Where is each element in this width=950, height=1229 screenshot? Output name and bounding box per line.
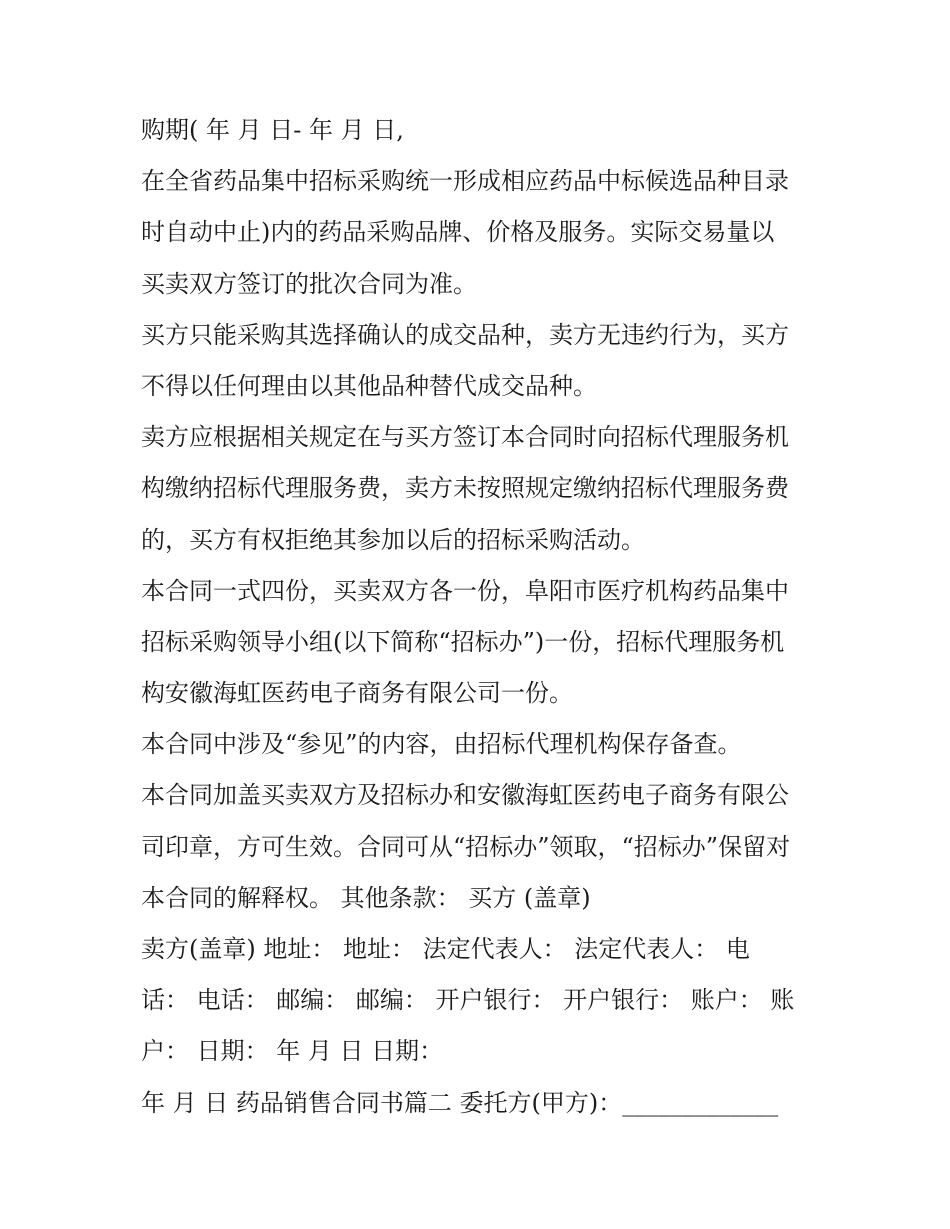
text-line: 的，买方有权拒绝其参加以后的招标采购活动。 (141, 525, 645, 554)
text-line: 时自动中止)内的药品采购品牌、价格及服务。实际交易量以 (141, 218, 775, 247)
text-line: 本合同的解释权。 其他条款： 买方 (盖章) (141, 883, 591, 912)
text-line: 构安徽海虹医药电子商务有限公司一份。 (141, 679, 573, 708)
text-line: 卖方应根据相关规定在与买方签订本合同时向招标代理服务机 (141, 423, 789, 452)
text-line: 买卖双方签订的批次合同为准。 (141, 269, 477, 298)
text-line: 买方只能采购其选择确认的成交品种，卖方无违约行为，买方 (141, 320, 789, 349)
text-line: 招标采购领导小组(以下简称“招标办”)一份，招标代理服务机 (141, 627, 785, 656)
text-line: 年 月 日 药品销售合同书篇二 委托方(甲方)：_____________ (141, 1088, 779, 1117)
text-line: 购期( 年 月 日- 年 月 日, (141, 116, 404, 144)
text-line: 本合同加盖买卖双方及招标办和安徽海虹医药电子商务有限公 (141, 781, 789, 810)
document-body (141, 105, 821, 1129)
text-line: 话： 电话： 邮编： 邮编： 开户银行： 开户银行： 账户： 账 (141, 986, 795, 1015)
text-line: 卖方(盖章) 地址： 地址： 法定代表人： 法定代表人： 电 (141, 935, 750, 963)
text-line: 户： 日期： 年 月 日 日期： (141, 1037, 444, 1066)
text-line: 司印章，方可生效。合同可从“招标办”领取，“招标办”保留对 (141, 832, 791, 861)
text-line: 在全省药品集中招标采购统一形成相应药品中标候选品种目录 (141, 167, 789, 196)
text-line: 本合同中涉及“参见”的内容，由招标代理机构保存备查。 (141, 730, 742, 759)
text-line: 不得以任何理由以其他品种替代成交品种。 (141, 371, 597, 400)
text-line: 本合同一式四份，买卖双方各一份，阜阳市医疗机构药品集中 (141, 576, 789, 605)
text-line: 构缴纳招标代理服务费，卖方未按照规定缴纳招标代理服务费 (141, 474, 789, 503)
